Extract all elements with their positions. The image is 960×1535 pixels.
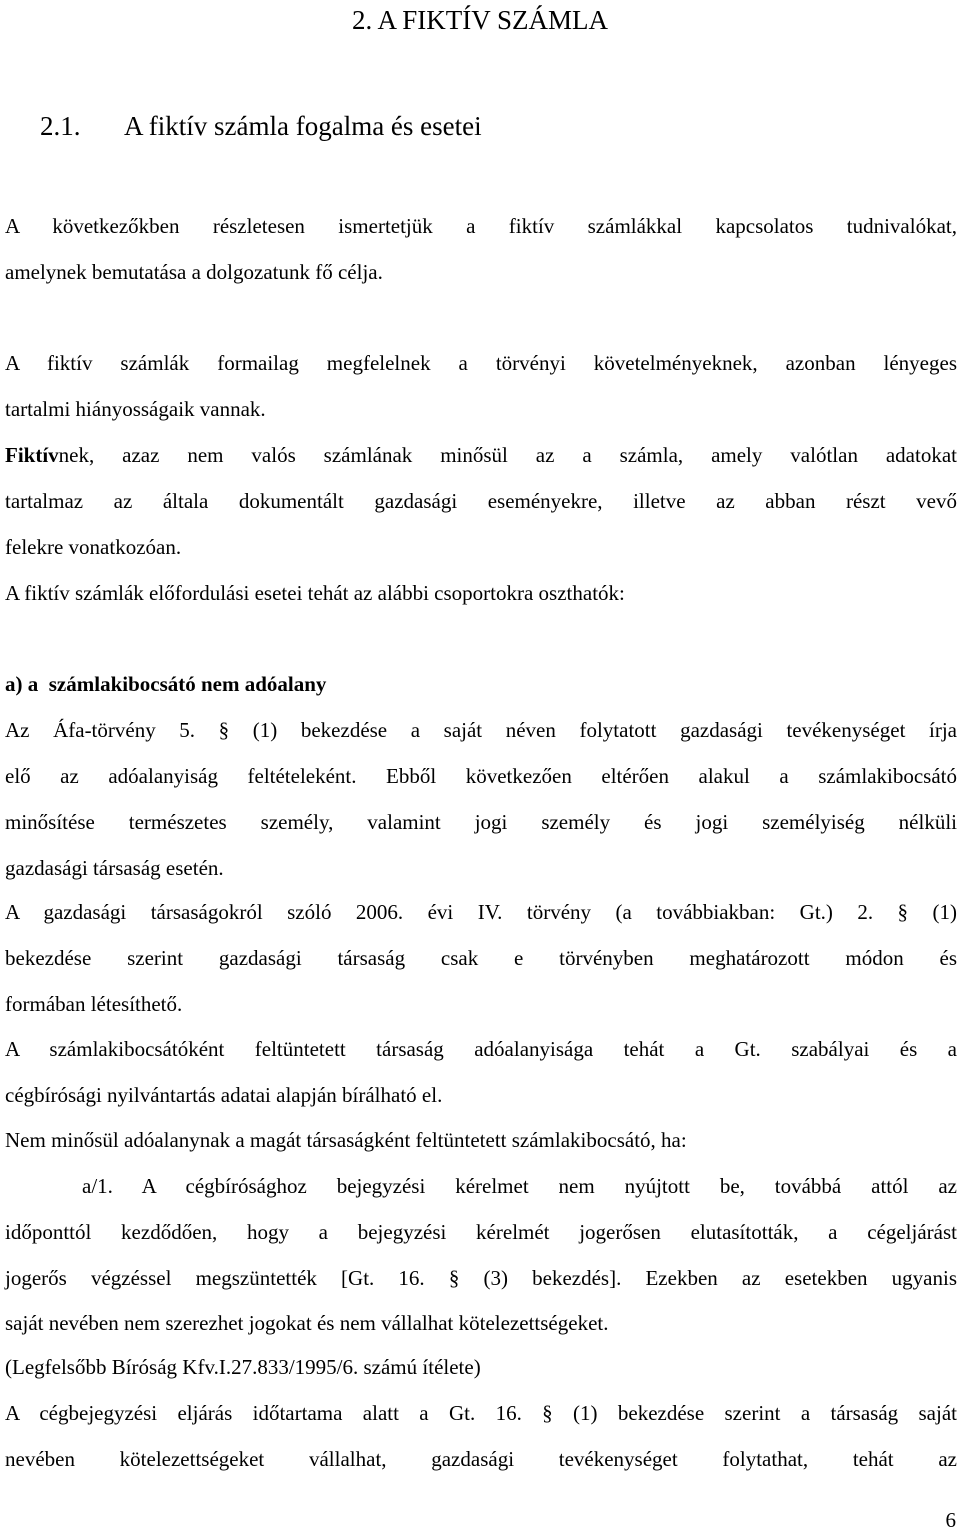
text-line: (Legfelsőbb Bíróság Kfv.I.27.833/1995/6. számú ítélete) [5,1355,481,1379]
text-line: elő az adóalanyiság feltételeként. Ebből következően eltérően alakul a számlakibocsátó [5,764,957,788]
bold-term: Fiktív [5,443,59,467]
section-heading [40,108,482,144]
text-line: A fiktív számlák formailag megfelelnek a törvényi követelményeknek, azonban lényeges [5,351,957,375]
text-line: Az Áfa-törvény 5. § (1) bekezdése a saját néven folytatott gazdasági tevékenységet írja [5,718,957,742]
section-number: 2.1. [40,111,81,141]
text-line: gazdasági társaság esetén. [5,856,224,880]
text-line: a/1. A cégbírósághoz bejegyzési kérelmet nem nyújtott be, továbbá attól az [82,1174,957,1198]
text-line: saját nevében nem szerezhet jogokat és nem vállalhat kötelezettségeket. [5,1311,609,1335]
subheading: a) a számlakibocsátó nem adóalany [5,672,327,696]
text-line: Fiktívnek, azaz nem valós számlának minősül az a számla, amely valótlan adatokat [5,443,957,467]
text-line: időponttól kezdődően, hogy a bejegyzési kérelmét jogerősen elutasították, a cégeljárást [5,1220,957,1244]
text-line: tartalmi hiányosságaik vannak. [5,397,266,421]
page-number: 6 [945,1508,956,1532]
text-line: tartalmaz az általa dokumentált gazdasági eseményekre, illetve az abban részt vevő [5,489,957,513]
text-line: cégbírósági nyilvántartás adatai alapján bírálható el. [5,1083,443,1107]
text-line: A gazdasági társaságokról szóló 2006. évi IV. törvény (a továbbiakban: Gt.) 2. § (1) [5,900,957,924]
text-line: jogerős végzéssel megszüntették [Gt. 16. § (3) bekezdés]. Ezekben az esetekben ugyanis [5,1266,957,1290]
text-line: felekre vonatkozóan. [5,535,182,559]
text-line: amelynek bemutatása a dolgozatunk fő célja. [5,260,383,284]
text-line: Nem minősül adóalanynak a magát társaságként feltüntetett számlakibocsátó, ha: [5,1128,687,1152]
text-line: nevében kötelezettségeket vállalhat, gazdasági tevékenységet folytathat, tehát az [5,1447,957,1471]
text-line: A fiktív számlák előfordulási esetei tehát az alábbi csoportokra oszthatók: [5,581,625,605]
text-line: minősítése természetes személy, valamint jogi személy és jogi személyiség nélküli [5,810,957,834]
text-line: A cégbejegyzési eljárás időtartama alatt a Gt. 16. § (1) bekezdése szerint a társaság saját [5,1401,957,1425]
text-line: A számlakibocsátóként feltüntetett társaság adóalanyisága tehát a Gt. szabályai és a [5,1037,957,1061]
section-title: A fiktív számla fogalma és esetei [124,111,482,141]
chapter-title: 2. A FIKTÍV SZÁMLA [351,5,609,35]
text-line: bekezdése szerint gazdasági társaság csak e törvényben meghatározott módon és [5,946,957,970]
text-line: formában létesíthető. [5,992,183,1016]
text-line: A következőkben részletesen ismertetjük a fiktív számlákkal kapcsolatos tudnivalókat, [5,214,957,238]
